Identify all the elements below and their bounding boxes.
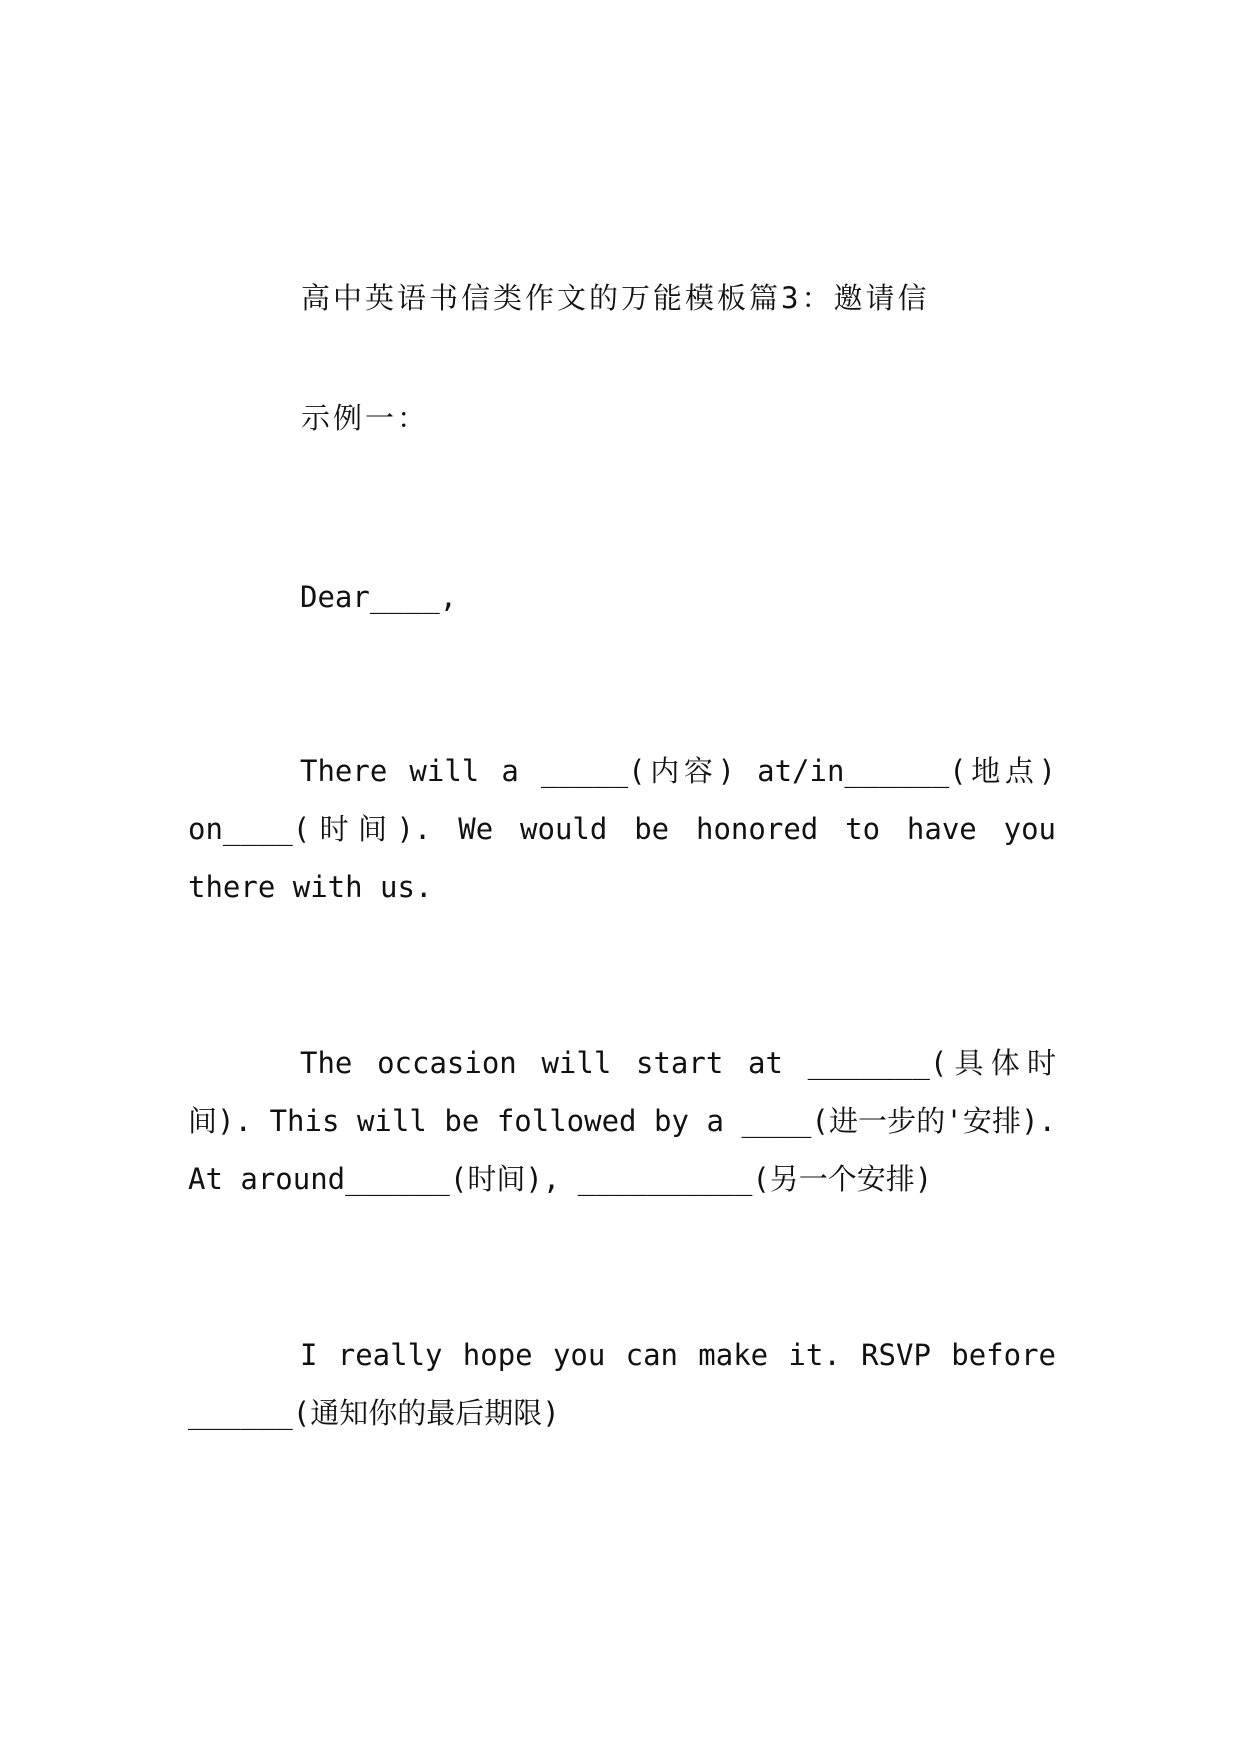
paragraph-rsvp: I really hope you can make it. RSVP before ______(通知你的最后期限) (188, 1338, 1056, 1430)
paragraph-invitation-details: There will a _____(内容) at/in______(地点) on____(时间). We would be honored to have you there with us. (188, 754, 1056, 904)
letter-salutation: Dear____, (300, 580, 458, 614)
example-label: 示例一： (301, 401, 430, 435)
document-title: 高中英语书信类作文的万能模板篇3：邀请信 (301, 281, 930, 315)
paragraph-schedule: The occasion will start at _______(具体时间). This will be followed by a ____(进一步的'安排). At around______(时间), __________(另一个安排) (188, 1046, 1056, 1196)
